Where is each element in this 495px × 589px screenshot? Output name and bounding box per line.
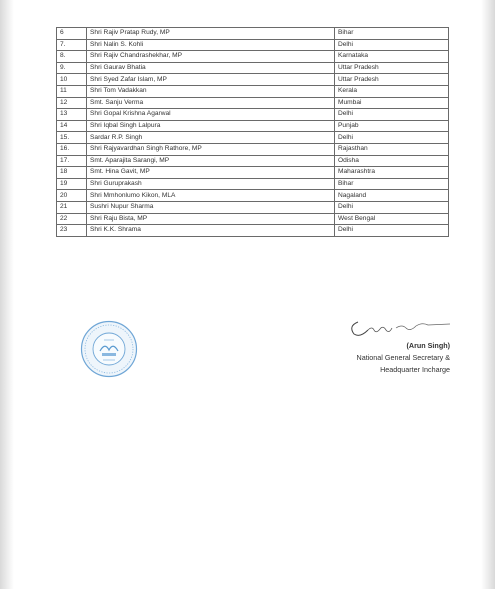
member-name: Shri Gaurav Bhatia — [87, 62, 335, 74]
member-state: Delhi — [335, 225, 449, 237]
member-name: Smt. Sanju Verma — [87, 97, 335, 109]
member-state: Kerala — [335, 85, 449, 97]
member-state: Nagaland — [335, 190, 449, 202]
spokesperson-table — [56, 27, 449, 237]
row-number: 9. — [57, 62, 87, 74]
table-row — [57, 85, 449, 97]
table-row — [57, 28, 449, 40]
handwritten-signature-icon — [346, 312, 456, 342]
signatory-name: (Arun Singh) — [406, 341, 450, 350]
table-row — [57, 225, 449, 237]
page-shadow-left — [0, 0, 14, 589]
member-name: Shri Nalin S. Kohli — [87, 39, 335, 51]
row-number: 6 — [57, 28, 87, 40]
member-name: Sushri Nupur Sharma — [87, 201, 335, 213]
row-number: 14 — [57, 120, 87, 132]
member-name: Shri Rajyavardhan Singh Rathore, MP — [87, 143, 335, 155]
row-number: 20 — [57, 190, 87, 202]
member-name: Smt. Hina Gavit, MP — [87, 167, 335, 179]
member-name: Shri Iqbal Singh Lalpura — [87, 120, 335, 132]
member-state: West Bengal — [335, 213, 449, 225]
row-number: 21 — [57, 201, 87, 213]
member-state: Bihar — [335, 28, 449, 40]
member-state: Maharashtra — [335, 167, 449, 179]
table-row — [57, 190, 449, 202]
member-state: Delhi — [335, 201, 449, 213]
table-row — [57, 178, 449, 190]
table-row — [57, 109, 449, 121]
member-name: Shri Raju Bista, MP — [87, 213, 335, 225]
table-row — [57, 39, 449, 51]
member-state: Uttar Pradesh — [335, 62, 449, 74]
member-state: Delhi — [335, 132, 449, 144]
member-name: Shri Gopal Krishna Agarwal — [87, 109, 335, 121]
row-number: 8. — [57, 51, 87, 63]
row-number: 10 — [57, 74, 87, 86]
row-number: 12 — [57, 97, 87, 109]
table-row — [57, 155, 449, 167]
table-row — [57, 74, 449, 86]
signature-block — [300, 340, 450, 376]
row-number: 7. — [57, 39, 87, 51]
member-state: Odisha — [335, 155, 449, 167]
row-number: 15. — [57, 132, 87, 144]
table-row — [57, 51, 449, 63]
row-number: 18 — [57, 167, 87, 179]
official-seal-icon — [80, 320, 138, 378]
member-name: Shri Guruprakash — [87, 178, 335, 190]
member-name: Shri Syed Zafar Islam, MP — [87, 74, 335, 86]
table-row — [57, 167, 449, 179]
signatory-title-line2: Headquarter Incharge — [380, 365, 450, 374]
member-state: Uttar Pradesh — [335, 74, 449, 86]
row-number: 16. — [57, 143, 87, 155]
member-state: Punjab — [335, 120, 449, 132]
page-shadow-right — [481, 0, 495, 589]
member-state: Delhi — [335, 39, 449, 51]
row-number: 23 — [57, 225, 87, 237]
table-row — [57, 62, 449, 74]
row-number: 13 — [57, 109, 87, 121]
row-number: 22 — [57, 213, 87, 225]
member-name: Shri Tom Vadakkan — [87, 85, 335, 97]
table-row — [57, 213, 449, 225]
table-row — [57, 132, 449, 144]
row-number: 11 — [57, 85, 87, 97]
member-name: Smt. Aparajita Sarangi, MP — [87, 155, 335, 167]
member-state: Karnataka — [335, 51, 449, 63]
member-name: Sardar R.P. Singh — [87, 132, 335, 144]
table-row — [57, 143, 449, 155]
row-number: 17. — [57, 155, 87, 167]
table-row — [57, 97, 449, 109]
row-number: 19 — [57, 178, 87, 190]
member-name: Shri Rajiv Chandrashekhar, MP — [87, 51, 335, 63]
member-state: Bihar — [335, 178, 449, 190]
member-state: Mumbai — [335, 97, 449, 109]
table-body — [57, 28, 449, 237]
member-state: Rajasthan — [335, 143, 449, 155]
member-name: Shri K.K. Shrama — [87, 225, 335, 237]
member-name: Shri Mmhonlumo Kikon, MLA — [87, 190, 335, 202]
member-name: Shri Rajiv Pratap Rudy, MP — [87, 28, 335, 40]
table-row — [57, 201, 449, 213]
table-row — [57, 120, 449, 132]
member-state: Delhi — [335, 109, 449, 121]
signatory-title-line1: National General Secretary & — [356, 353, 450, 362]
